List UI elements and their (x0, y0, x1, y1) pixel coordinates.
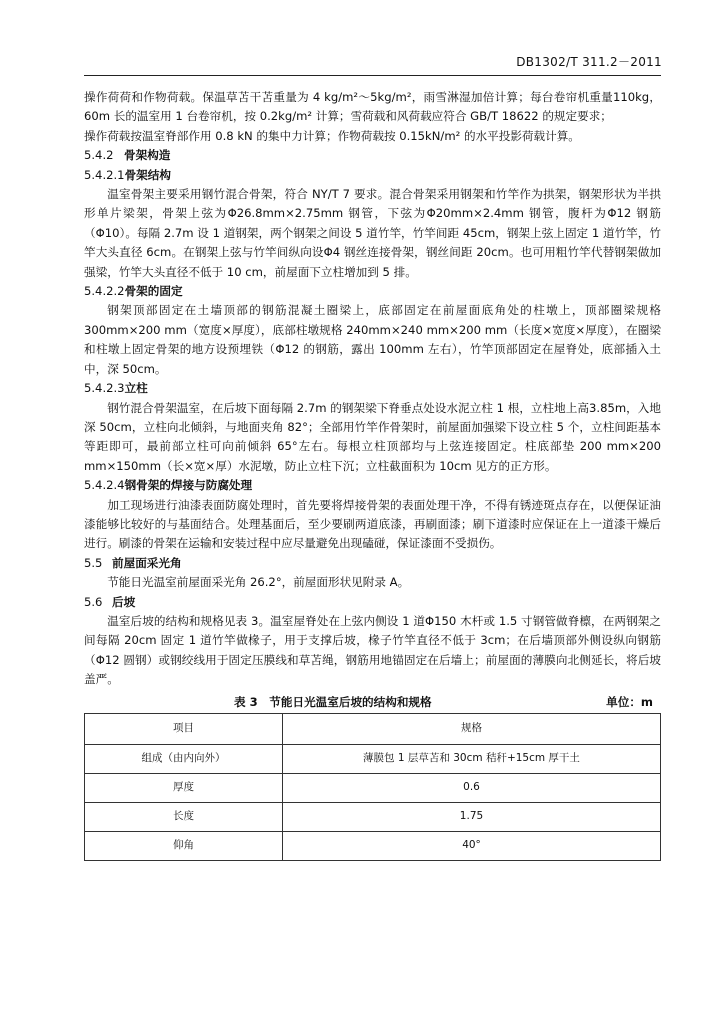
table-caption: 表 3 节能日光温室后坡的结构和规格 (234, 694, 432, 709)
document-body (84, 88, 661, 861)
column-paragraph: 钢竹混合骨架温室，在后坡下面每隔 2.7m 的钢架梁下脊垂点处设水泥立柱 1 根，立柱地上高3.85m，入地深 50cm，立柱向北倾斜，与地面夹角 82°；全部用竹竿作骨架时，前屋面加强梁下设立柱 5 个，立柱间距基本等距即可，最前部立柱可向前倾斜 65°左右。每根立柱顶部均与上弦连接固定。柱底部垫 200 mm×200 mm×150mm（长×宽×厚）水泥墩，防止立柱下沉；立柱截面积为 10cm 见方的正方形。 (84, 400, 661, 473)
row-spec: 薄膜包 1 层草苫和 30cm 秸秆+15cm 厚干土 (283, 744, 661, 773)
row-item: 长度 (85, 802, 283, 831)
section-number: 5.4.2.4 (84, 478, 125, 493)
section-title: 骨架构造 (124, 148, 171, 163)
section-5-5-heading (84, 554, 661, 573)
section-number: 5.4.2.2 (84, 284, 125, 299)
section-number: 5.4.2.1 (84, 167, 125, 182)
frame-fixing-paragraph: 钢架顶部固定在土墙顶部的钢筋混凝土圈梁上，底部固定在前屋面底角处的柱墩上，顶部圈梁规格300mm×200 mm（宽度×厚度），底部柱墩规格 240mm×240 mm×200 mm（长度×宽度×厚度），在圈梁和柱墩上固定骨架的地方设预埋铁（Φ12 的钢筋，露出 100mm 左右），竹竿顶部固定在屋脊处，底部插入土中，深 50cm。 (84, 303, 661, 376)
section-title: 前屋面采光角 (112, 555, 182, 570)
table-header-row (85, 713, 661, 744)
column-header-spec: 规格 (283, 713, 661, 744)
row-item: 组成（由内向外） (85, 744, 283, 773)
section-title: 立柱 (124, 381, 148, 396)
table-caption-row (84, 691, 661, 713)
row-item: 仰角 (85, 831, 283, 860)
section-5-4-2-4-heading (84, 476, 661, 495)
section-5-4-2-3-heading (84, 379, 661, 398)
section-number: 5.4.2 (84, 148, 114, 163)
row-spec: 40° (283, 831, 661, 860)
frame-structure-paragraph: 温室骨架主要采用钢竹混合骨架，符合 NY/T 7 要求。混合骨架采用钢架和竹竿作为拱架，钢架形状为半拱形单片梁架，骨架上弦为Φ26.8mm×2.75mm 钢管，下弦为Φ20mm×2.4mm 钢管，腹杆为Φ12 钢筋（Φ10）。每隔 2.7m 设 1 道钢架，两个钢架之间设 5 道竹竿，竹竿间距 45cm，钢架上弦上固定 1 道竹竿，竹竿大头直径 6cm。在钢架上弦与竹竿间纵向设Φ4 钢丝连接骨架，钢丝间距 20cm。也可用粗竹竿代替钢架做加强梁，竹竿大头直径不低于 10 cm，前屋面下立柱增加到 5 排。 (84, 187, 661, 279)
welding-anticorrosion-paragraph: 加工现场进行油漆表面防腐处理时，首先要将焊接骨架的表面处理干净，不得有锈迹斑点存在，以便保证油漆能够比较好的与基面结合。处理基面后，至少要刷两道底漆，再刷面漆；刷下道漆时应保证在上一道漆干燥后进行。刷漆的骨架在运输和安装过程中应尽量避免出现磕碰，保证漆面不受损伤。 (84, 497, 661, 551)
lighting-angle-paragraph: 节能日光温室前屋面采光角 26.2°，前屋面形状见附录 A。 (107, 575, 410, 590)
row-spec: 0.6 (283, 773, 661, 802)
section-title: 骨架的固定 (124, 284, 183, 299)
section-number: 5.5 (84, 555, 103, 570)
header-divider (84, 75, 661, 76)
table-row (85, 802, 661, 831)
row-spec: 1.75 (283, 802, 661, 831)
load-paragraph-1: 操作荷荷和作物荷载。保温草苫干苫重量为 4 kg/m²～5kg/m²，雨雪淋湿加倍计算；每台卷帘机重量110kg，60m 长的温室用 1 台卷帘机，按 0.2kg/m² 计算；雪荷载和风荷载应符合 GB/T 18622 的规定要求； (84, 90, 661, 124)
section-number: 5.4.2.3 (84, 381, 125, 396)
row-item: 厚度 (85, 773, 283, 802)
column-header-item: 项目 (85, 713, 283, 744)
back-slope-paragraph: 温室后坡的结构和规格见表 3。温室屋脊处在上弦内侧设 1 道Φ150 木杆或 1.5 寸钢管做脊檩，在两钢架之间每隔 20cm 固定 1 道竹竿做椽子，用于支撑后坡，椽子竹竿直径不低于 3cm；在后墙顶部外侧设纵向钢筋（Φ12 圆钢）或钢绞线用于固定压膜线和草苫绳，钢筋用地锚固定在后墙上；前屋面的薄膜向北侧延长，将后坡盖严。 (84, 613, 661, 687)
section-number: 5.6 (84, 594, 103, 609)
table-row (85, 744, 661, 773)
section-title: 钢骨架的焊接与防腐处理 (124, 478, 253, 493)
table-row (85, 773, 661, 802)
section-5-4-2-2-heading (84, 282, 661, 301)
back-slope-spec-table (84, 713, 661, 861)
table-unit: 单位：m (606, 694, 653, 709)
standard-code: DB1302/T 311.2－2011 (516, 55, 662, 69)
section-title: 骨架结构 (124, 167, 171, 182)
section-5-6-heading (84, 593, 661, 612)
section-5-4-2-heading (84, 146, 661, 165)
section-5-4-2-1-heading (84, 166, 661, 185)
load-paragraph-2: 操作荷载按温室脊部作用 0.8 kN 的集中力计算；作物荷载按 0.15kN/m² 的水平投影荷载计算。 (84, 128, 580, 143)
table-row (85, 831, 661, 860)
section-title: 后坡 (112, 594, 136, 609)
